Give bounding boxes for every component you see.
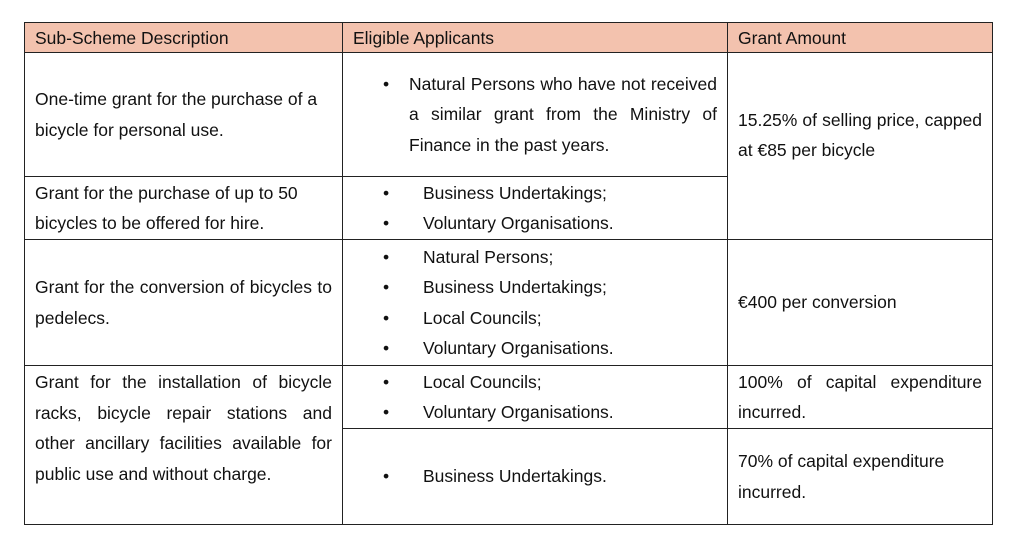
bullet-icon: • (383, 246, 390, 267)
applicant-list (353, 461, 717, 492)
applicant-text: Natural Persons who have not received a similar grant from the Ministry of Finance in the past years. (409, 73, 717, 155)
list-item (353, 272, 717, 303)
header-applicants: Eligible Applicants (343, 23, 728, 53)
applicant-text: Business Undertakings; (423, 277, 607, 297)
applicant-text: Local Councils; (423, 371, 542, 392)
applicant-text: Voluntary Organisations. (423, 338, 614, 358)
header-amount: Grant Amount (728, 23, 993, 53)
grant-table (24, 22, 992, 529)
applicant-text: Voluntary Organisations. (423, 402, 614, 422)
description-cell: One-time grant for the purchase of a bicycle for personal use. (25, 53, 343, 177)
grant-scheme-table (24, 22, 993, 525)
description-cell: Grant for the conversion of bicycles to pedelecs. (25, 240, 343, 366)
applicant-list (353, 69, 717, 161)
amount-cell: €400 per conversion (728, 240, 993, 366)
list-item (353, 333, 717, 364)
applicant-text: Natural Persons; (423, 246, 554, 267)
applicants-cell (343, 429, 728, 525)
bullet-icon: • (383, 277, 390, 297)
bullet-icon: • (383, 402, 390, 422)
list-item (353, 69, 717, 161)
bullet-icon: • (383, 466, 390, 487)
table-row (25, 366, 993, 429)
amount-cell: 100% of capital expenditure incurred. (728, 366, 993, 429)
bullet-icon: • (383, 182, 390, 203)
bullet-icon: • (383, 338, 390, 358)
bullet-icon: • (383, 371, 390, 392)
applicants-cell (343, 53, 728, 177)
list-item (353, 397, 717, 428)
list-item (353, 242, 717, 273)
header-row (25, 23, 993, 53)
description-cell: Grant for the purchase of up to 50 bicycles to be offered for hire. (25, 177, 343, 240)
applicant-list (353, 367, 717, 428)
list-item (353, 178, 717, 209)
list-item (353, 303, 717, 334)
description-cell: Grant for the installation of bicycle racks, bicycle repair stations and other ancillary facilities available for public use and without charge. (25, 366, 343, 525)
list-item (353, 461, 717, 492)
header-description: Sub-Scheme Description (25, 23, 343, 53)
applicants-cell (343, 240, 728, 366)
table-row (25, 240, 993, 366)
bullet-icon: • (383, 307, 390, 328)
applicant-text: Local Councils; (423, 307, 542, 328)
applicants-cell (343, 177, 728, 240)
applicant-list (353, 178, 717, 239)
amount-cell: 15.25% of selling price, capped at €85 per bicycle (728, 53, 993, 240)
table-row (25, 53, 993, 177)
list-item (353, 208, 717, 239)
list-item (353, 367, 717, 398)
applicant-text: Business Undertakings. (423, 466, 607, 487)
bullet-icon: • (383, 73, 390, 94)
applicants-cell (343, 366, 728, 429)
bullet-icon: • (383, 213, 390, 233)
applicant-text: Voluntary Organisations. (423, 213, 614, 233)
applicant-list (353, 242, 717, 364)
amount-cell: 70% of capital expenditure incurred. (728, 429, 993, 525)
applicant-text: Business Undertakings; (423, 182, 607, 203)
